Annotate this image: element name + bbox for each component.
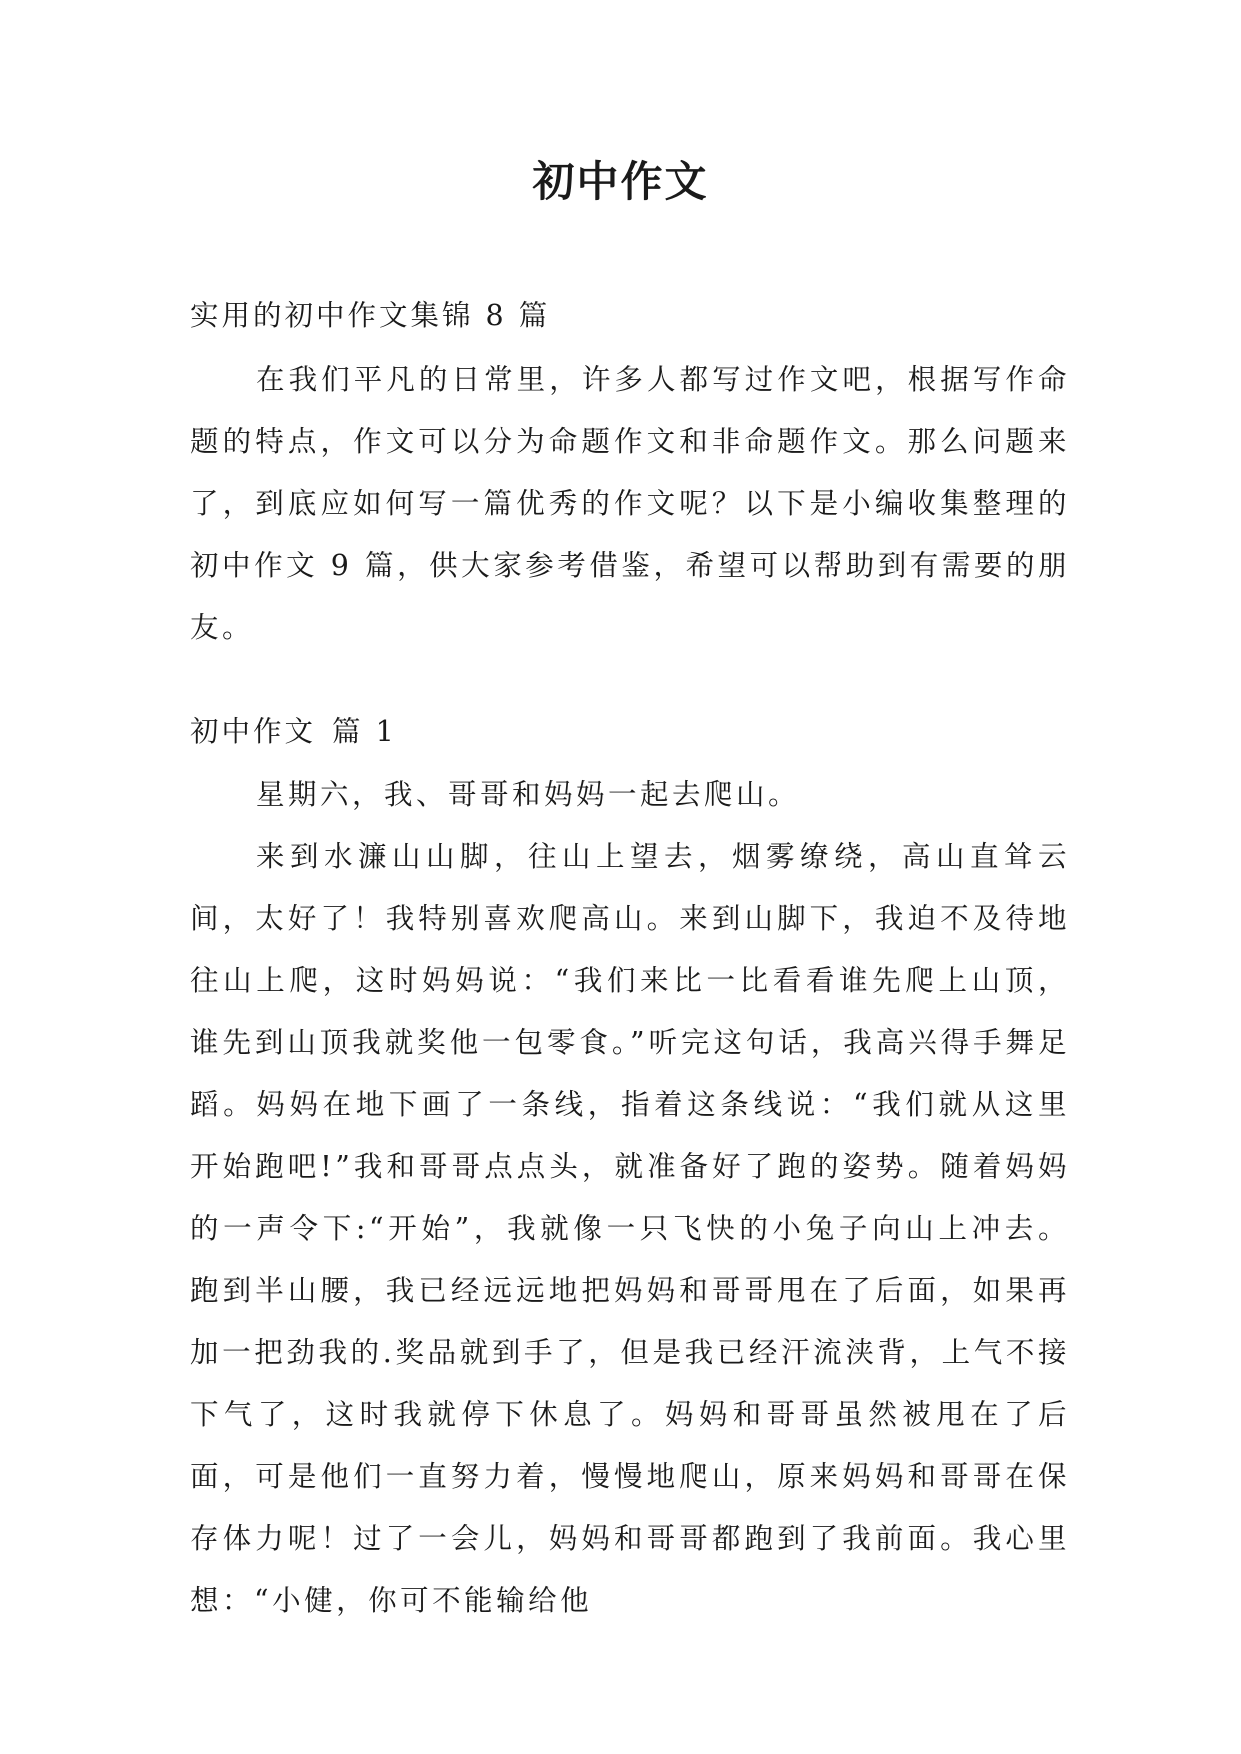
section-heading-name: 初中作文 bbox=[190, 715, 317, 748]
document-subtitle: 实用的初中作文集锦 8 篇 bbox=[190, 299, 551, 332]
document-body bbox=[190, 293, 1070, 1632]
document-title: 初中作文 bbox=[532, 157, 709, 206]
section-heading-part: 篇 1 bbox=[332, 715, 397, 748]
intro-paragraph: 在我们平凡的日常里，许多人都写过作文吧，根据写作命题的特点，作文可以分为命题作文和非命题作文。那么问题来了，到底应如何写一篇优秀的作文呢？以下是小编收集整理的初中作文 9 篇，供大家参考借鉴，希望可以帮助到有需要的朋友。 bbox=[190, 363, 1070, 644]
section-paragraph: 来到水濂山山脚，往山上望去，烟雾缭绕，高山直耸云间，太好了！我特别喜欢爬高山。来到山脚下，我迫不及待地往山上爬，这时妈妈说：“我们来比一比看看谁先爬上山顶，谁先到山顶我就奖他一包零食。”听完这句话，我高兴得手舞足蹈。妈妈在地下画了一条线，指着这条线说：“我们就从这里开始跑吧!”我和哥哥点点头，就准备好了跑的姿势。随着妈妈的一声令下:“开始”，我就像一只飞快的小兔子向山上冲去。跑到半山腰，我已经远远地把妈妈和哥哥甩在了后面，如果再加一把劲我的.奖品就到手了，但是我已经汗流浃背，上气不接下气了，这时我就停下休息了。妈妈和哥哥虽然被甩在了后面，可是他们一直努力着，慢慢地爬山，原来妈妈和哥哥在保存体力呢！过了一会儿，妈妈和哥哥都跑到了我前面。我心里想：“小健，你可不能输给他 bbox=[190, 840, 1070, 1617]
section-heading bbox=[190, 709, 1070, 754]
section-paragraph: 星期六，我、哥哥和妈妈一起去爬山。 bbox=[256, 778, 801, 811]
